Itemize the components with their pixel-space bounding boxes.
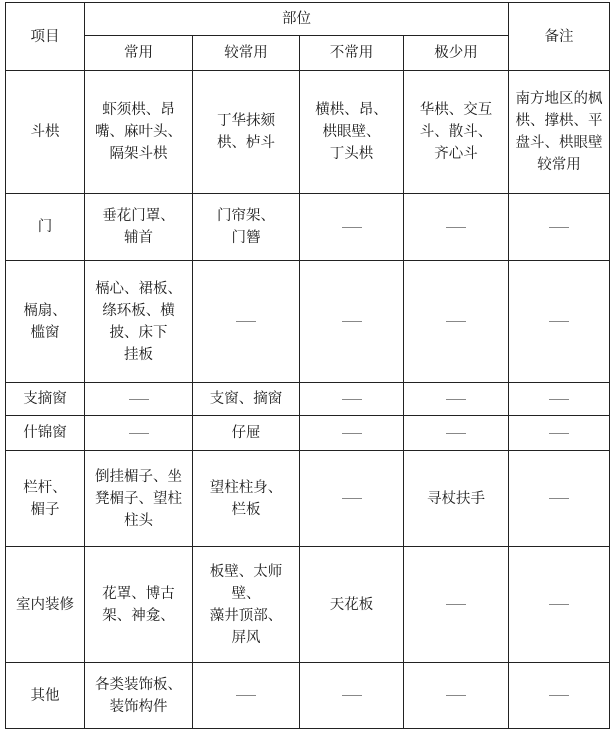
usage-cell (404, 547, 509, 663)
header-col-common: 常用 (85, 36, 193, 71)
cell-text-line: 绦环板、横 (102, 302, 175, 319)
cell-text-line: 南方地区的枫 (515, 91, 603, 107)
row-item-cell (6, 261, 85, 383)
remark-cell (509, 451, 610, 547)
component-usage-table (5, 2, 610, 729)
empty-dash (342, 321, 362, 322)
cell-text-line: 栱、栌斗 (217, 135, 275, 151)
cell-text-line: 栏杆、 (23, 479, 67, 496)
cell-text-line: 丁头栱 (329, 146, 374, 162)
cell-text-line: 嘴、麻叶头、 (95, 124, 182, 140)
cell-text-line: 华栱、交互 (419, 102, 493, 118)
row-item-cell (6, 547, 85, 663)
header-row-1 (6, 3, 610, 36)
cell-text-line: 垂花门罩、 (102, 208, 175, 224)
header-col-rare: 极少用 (404, 36, 509, 71)
table-row (6, 383, 610, 416)
cell-text-line: 斗、散斗、 (419, 124, 493, 140)
usage-cell (85, 663, 193, 729)
empty-dash (129, 399, 149, 400)
empty-dash (342, 433, 362, 434)
table-row (6, 416, 610, 451)
usage-cell (404, 663, 509, 729)
cell-text-line: 其他 (30, 687, 60, 704)
usage-cell (85, 194, 193, 261)
empty-dash (236, 695, 256, 696)
usage-cell (404, 416, 509, 451)
usage-cell (404, 194, 509, 261)
cell-text-line: 门帘架、 (217, 208, 275, 224)
remark-cell (509, 383, 610, 416)
row-item-cell (6, 663, 85, 729)
row-item-cell (6, 194, 85, 261)
table-row (6, 194, 610, 261)
row-item-cell (6, 451, 85, 547)
cell-text-line: 辅首 (124, 230, 153, 246)
cell-text-line: 柱头 (124, 512, 153, 529)
usage-cell (193, 663, 300, 729)
cell-text-line: 门簪 (231, 230, 261, 246)
empty-dash (549, 399, 569, 400)
empty-dash (342, 695, 362, 696)
empty-dash (446, 695, 466, 696)
cell-text-line: 齐心斗 (434, 146, 478, 162)
usage-cell (85, 71, 193, 194)
cell-text-line: 什锦窗 (23, 425, 67, 441)
usage-cell (193, 416, 300, 451)
cell-text-line: 装饰构件 (109, 698, 168, 715)
usage-cell (85, 547, 193, 663)
usage-cell (193, 383, 300, 416)
cell-text-line: 栏板 (231, 501, 261, 518)
header-item: 项目 (6, 3, 85, 71)
row-item-cell (6, 416, 85, 451)
cell-text-line: 丁华抹颏 (217, 113, 275, 129)
cell-text-line: 板壁、太师壁、 (209, 563, 283, 602)
header-position: 部位 (85, 3, 509, 36)
table-row (6, 261, 610, 383)
usage-cell (404, 261, 509, 383)
empty-dash (446, 433, 466, 434)
row-item-cell (6, 71, 85, 194)
cell-text-line: 花罩、博古 (102, 585, 175, 602)
header-col-uncommon: 不常用 (300, 36, 404, 71)
empty-dash (549, 227, 569, 228)
remark-cell (509, 261, 610, 383)
table-row (6, 451, 610, 547)
usage-cell (300, 547, 404, 663)
table-row (6, 547, 610, 663)
empty-dash (549, 433, 569, 434)
cell-text-line: 槅扇、 (23, 302, 67, 319)
table-row (6, 71, 610, 194)
cell-text-line: 支摘窗 (23, 391, 67, 407)
cell-text-line: 栱、撑栱、平 (515, 113, 603, 129)
table-wrap (5, 2, 610, 729)
header-col-fairly-common: 较常用 (193, 36, 300, 71)
usage-cell (193, 194, 300, 261)
cell-text-line: 斗栱 (30, 124, 60, 140)
cell-text-line: 架、神龛、 (102, 607, 175, 624)
cell-text-line: 屏风 (231, 629, 261, 646)
cell-text-line: 支窗、摘窗 (209, 391, 283, 407)
cell-text-line: 较常用 (537, 157, 581, 173)
usage-cell (300, 451, 404, 547)
remark-cell (509, 194, 610, 261)
usage-cell (300, 416, 404, 451)
usage-cell (193, 261, 300, 383)
usage-cell (85, 451, 193, 547)
cell-text-line: 各类装饰板、 (95, 676, 182, 693)
usage-cell (300, 261, 404, 383)
cell-text-line: 望柱柱身、 (209, 479, 283, 496)
cell-text-line: 倒挂楣子、坐 (95, 468, 182, 485)
empty-dash (549, 498, 569, 499)
empty-dash (236, 321, 256, 322)
empty-dash (446, 399, 466, 400)
cell-text-line: 槅心、裙板、 (95, 280, 182, 297)
cell-text-line: 天花板 (329, 596, 374, 613)
cell-text-line: 仔屉 (231, 425, 261, 441)
usage-cell (85, 416, 193, 451)
usage-cell (404, 71, 509, 194)
header-remark: 备注 (509, 3, 610, 71)
usage-cell (85, 383, 193, 416)
cell-text-line: 寻杖扶手 (427, 490, 485, 507)
usage-cell (300, 663, 404, 729)
usage-cell (193, 547, 300, 663)
cell-text-line: 虾须栱、昂 (102, 102, 175, 118)
cell-text-line: 栱眼壁、 (322, 124, 381, 140)
usage-cell (300, 71, 404, 194)
table-row (6, 663, 610, 729)
cell-text-line: 披、床下 (109, 324, 168, 341)
empty-dash (446, 604, 466, 605)
cell-text-line: 室内装修 (16, 596, 74, 613)
usage-cell (300, 383, 404, 416)
usage-cell (404, 383, 509, 416)
table-body (6, 71, 610, 729)
remark-cell (509, 71, 610, 194)
cell-text-line: 楣子 (30, 501, 60, 518)
remark-cell (509, 663, 610, 729)
usage-cell (193, 451, 300, 547)
usage-cell (300, 194, 404, 261)
empty-dash (549, 695, 569, 696)
empty-dash (446, 227, 466, 228)
cell-text-line: 凳楣子、望柱 (95, 490, 182, 507)
empty-dash (446, 321, 466, 322)
cell-text-line: 盘斗、栱眼壁 (515, 135, 603, 151)
empty-dash (129, 433, 149, 434)
usage-cell (85, 261, 193, 383)
cell-text-line: 门 (37, 219, 53, 235)
row-item-cell (6, 383, 85, 416)
empty-dash (549, 604, 569, 605)
cell-text-line: 藻井顶部、 (209, 607, 283, 624)
cell-text-line: 隔架斗栱 (109, 146, 168, 162)
usage-cell (404, 451, 509, 547)
remark-cell (509, 547, 610, 663)
empty-dash (342, 498, 362, 499)
cell-text-line: 挂板 (124, 346, 153, 363)
empty-dash (342, 227, 362, 228)
remark-cell (509, 416, 610, 451)
cell-text-line: 槛窗 (30, 324, 60, 341)
empty-dash (549, 321, 569, 322)
cell-text-line: 横栱、昂、 (315, 102, 388, 118)
usage-cell (193, 71, 300, 194)
empty-dash (342, 399, 362, 400)
